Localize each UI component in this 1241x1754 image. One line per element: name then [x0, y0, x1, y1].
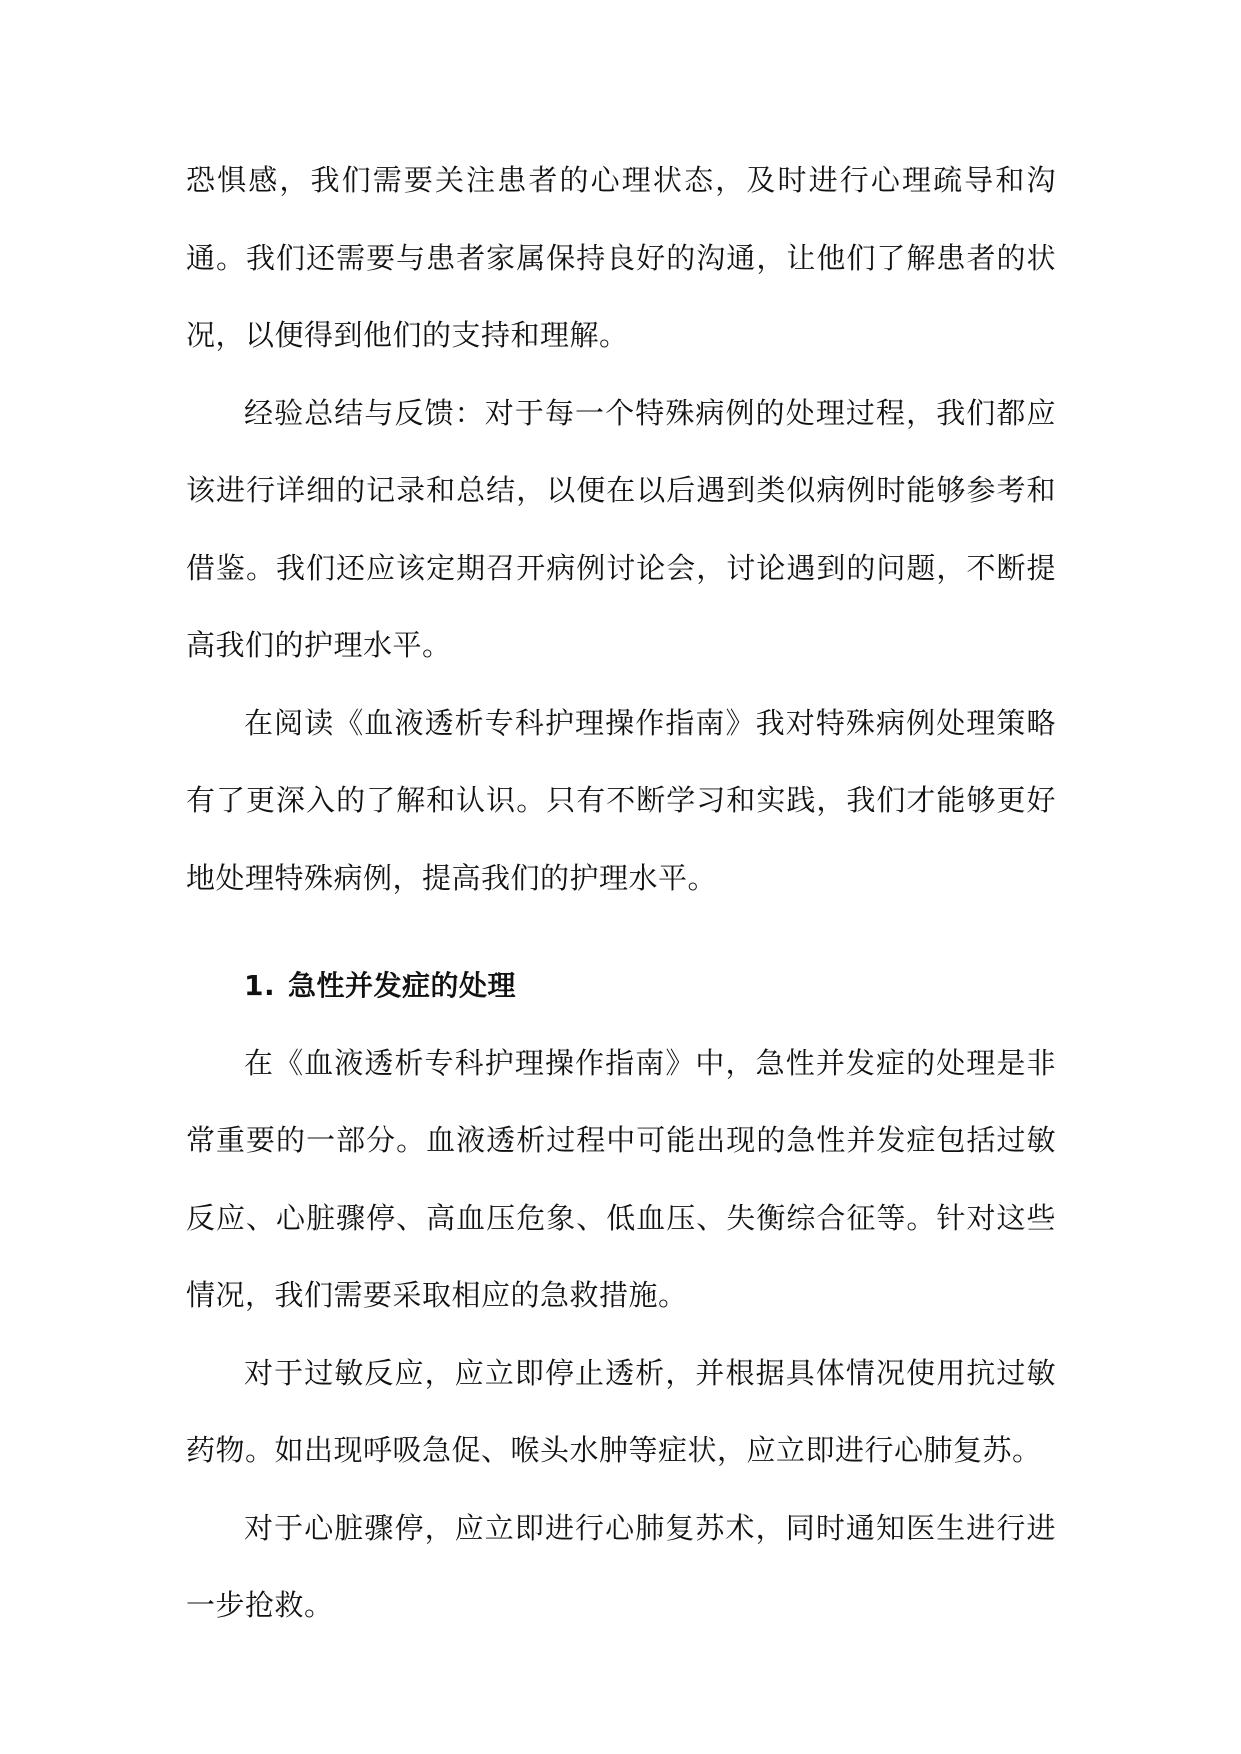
paragraph-reading-reflection: 在阅读《血液透析专科护理操作指南》我对特殊病例处理策略有了更深入的了解和认识。只有不断学习和实践，我们才能够更好地处理特殊病例，提高我们的护理水平。 [186, 705, 1056, 895]
paragraph-continued: 恐惧感，我们需要关注患者的心理状态，及时进行心理疏导和沟通。我们还需要与患者家属保持良好的沟通，让他们了解患者的状况，以便得到他们的支持和理解。 [186, 163, 1056, 352]
paragraph-allergic-reaction: 对于过敏反应，应立即停止透析，并根据具体情况使用抗过敏药物。如出现呼吸急促、喉头水肿等症状，应立即进行心肺复苏。 [186, 1355, 1056, 1467]
paragraph-acute-complications: 在《血液透析专科护理操作指南》中，急性并发症的处理是非常重要的一部分。血液透析过程中可能出现的急性并发症包括过敏反应、心脏骤停、高血压危象、低血压、失衡综合征等。针对这些情况，我们需要采取相应的急救措施。 [186, 1045, 1056, 1312]
paragraph-cardiac-arrest: 对于心脏骤停，应立即进行心肺复苏术，同时通知医生进行进一步抢救。 [186, 1510, 1056, 1622]
section-number: 1. [244, 969, 276, 1002]
paragraph-experience-summary: 经验总结与反馈：对于每一个特殊病例的处理过程，我们都应该进行详细的记录和总结，以便在以后遇到类似病例时能够参考和借鉴。我们还应该定期召开病例讨论会，讨论遇到的问题，不断提高我们的护理水平。 [186, 395, 1056, 662]
section-title: 急性并发症的处理 [288, 969, 517, 1002]
document-body [186, 142, 1056, 1645]
section-heading [186, 947, 1056, 1025]
